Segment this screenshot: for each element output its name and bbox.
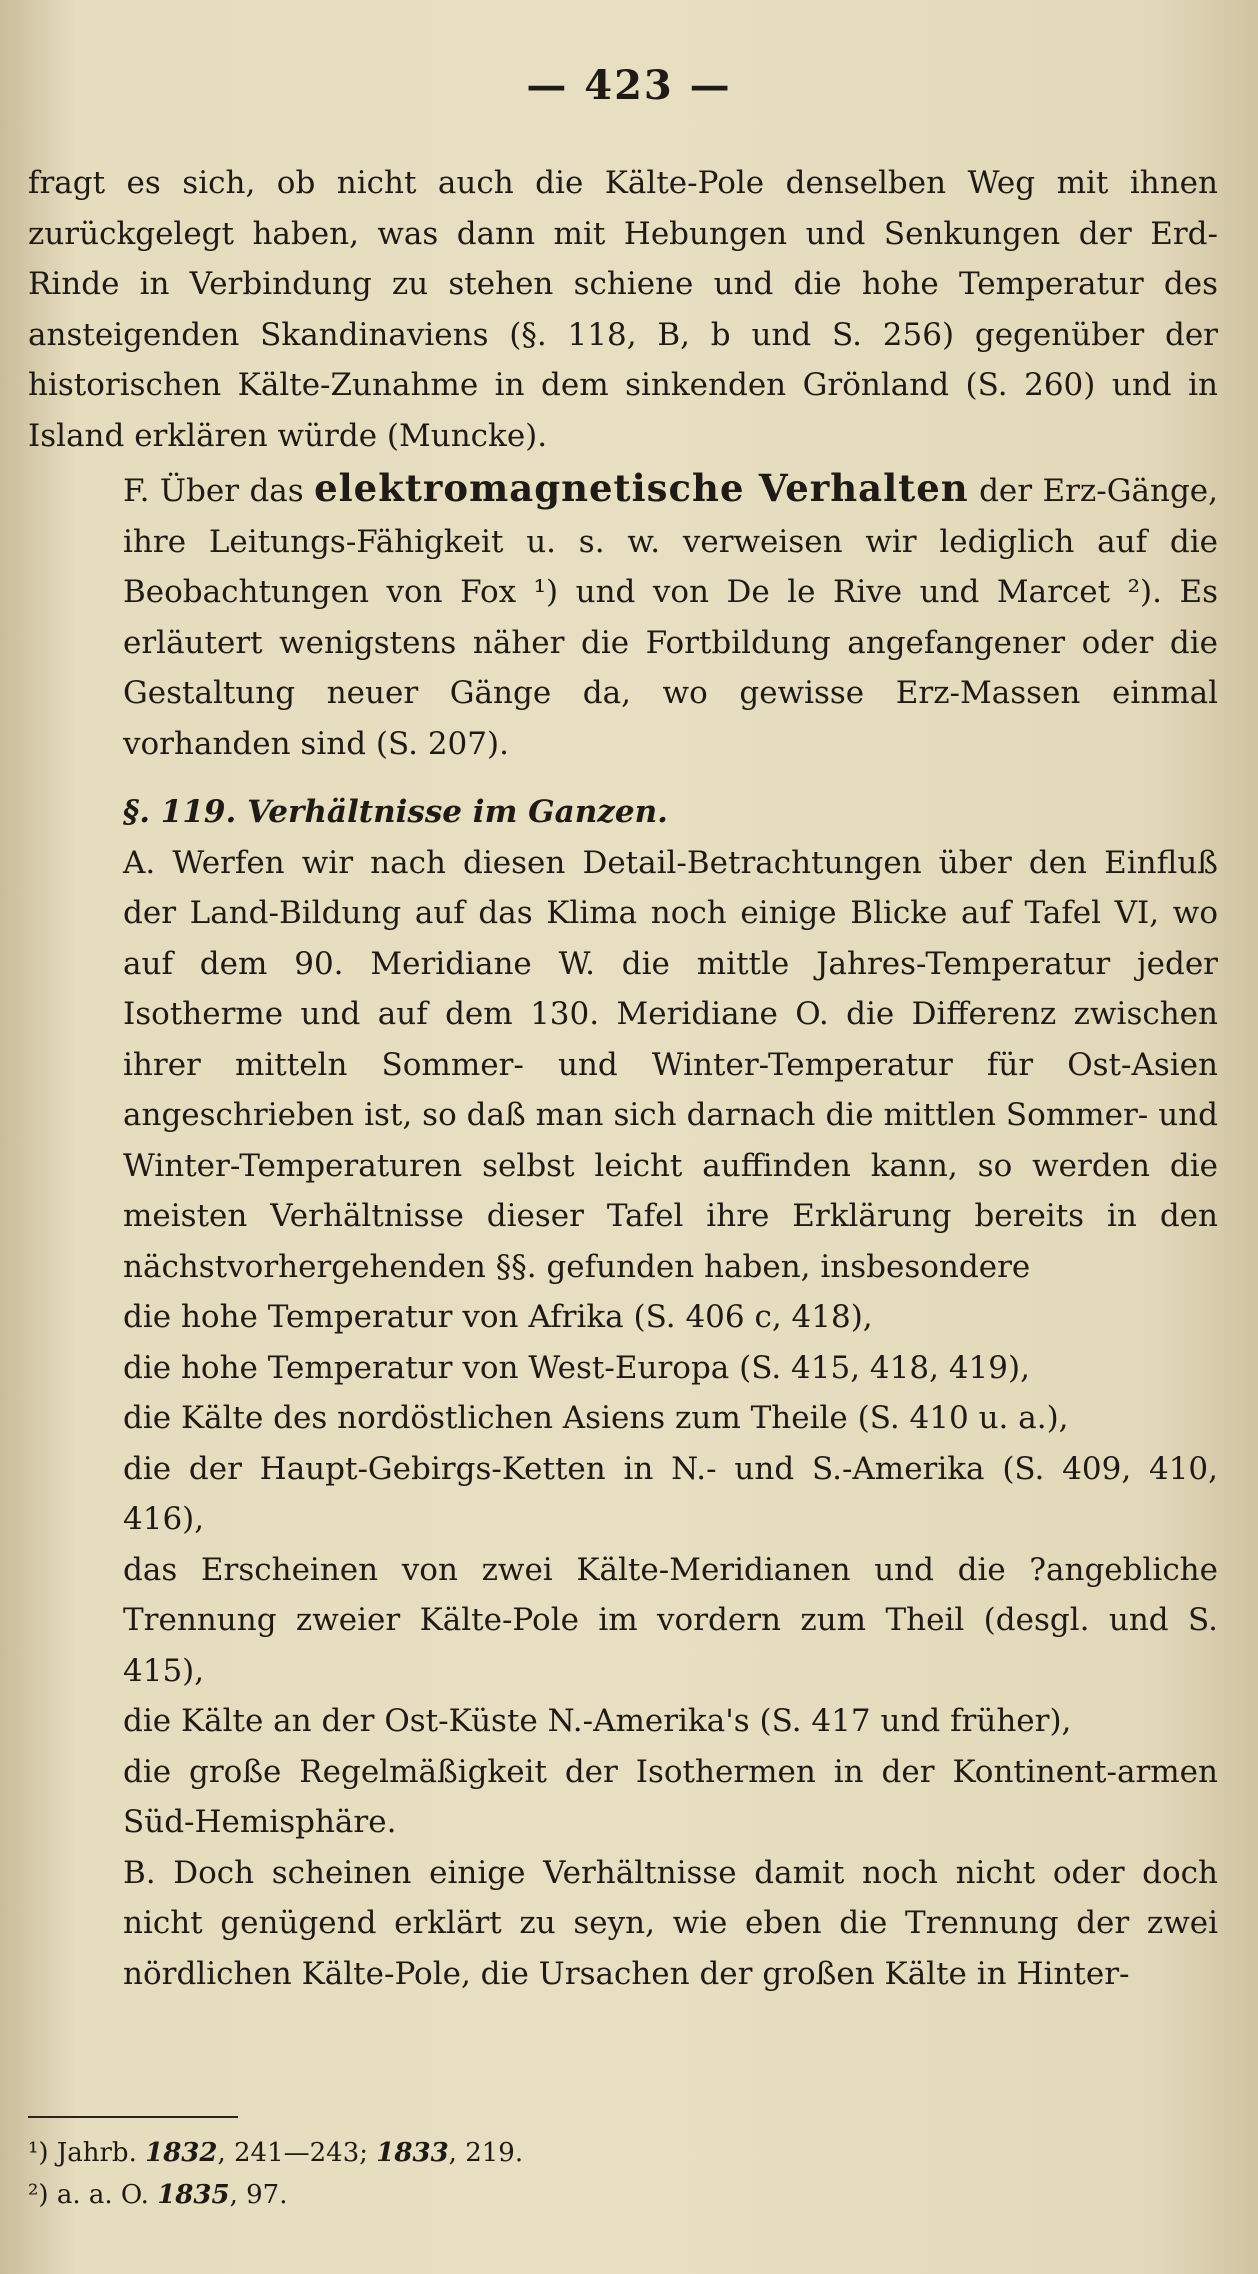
paragraph-f bbox=[28, 463, 1218, 769]
footnote-1-year: 1832 bbox=[145, 2138, 218, 2168]
list-item: die Kälte des nordöstlichen Asiens zum Theile (S. 410 u. a.), bbox=[123, 1400, 1069, 1436]
list-item: die hohe Temperatur von West-Europa (S. 415, 418, 419), bbox=[123, 1349, 1030, 1386]
list-item: die der Haupt-Gebirgs-Ketten in N.- und S.-Amerika (S. 409, 410, 416), bbox=[123, 1450, 1218, 1537]
footnote-1-text: ¹) Jahrb. bbox=[28, 2138, 146, 2168]
list-item: die hohe Temperatur von Afrika (S. 406 c, 418), bbox=[123, 1299, 873, 1335]
page-number: — 423 — bbox=[526, 62, 732, 109]
footnote-1-pages: , 241—243; bbox=[217, 2138, 377, 2168]
paragraph-f-rest: der Erz-Gänge, ihre Leitungs-Fähigkeit u. s. w. verweisen wir lediglich auf die Beobachtungen von Fox ¹) und von De le Rive und Marcet ²). Es erläutert wenigstens näher die Fortbildung angefangener oder die Gestaltung neuer Gänge da, wo gewisse Erz-Massen einmal vorhanden sind (S. 207). bbox=[123, 473, 1218, 762]
footnote-1-pages2: , 219. bbox=[448, 2138, 524, 2168]
paragraph-f-start: F. Über das bbox=[123, 473, 315, 509]
footnote-rule bbox=[28, 2116, 238, 2118]
paragraph-b: B. Doch scheinen einige Verhältnisse damit noch nicht oder doch nicht genügend erklärt zu seyn, wie eben die Trennung der zwei nördlichen Kälte-Pole, die Ursachen der großen Kälte in Hinter- bbox=[123, 1854, 1218, 1992]
list-item: die Kälte an der Ost-Küste N.-Amerika's (S. 417 und früher), bbox=[123, 1703, 1072, 1739]
footnotes bbox=[28, 2132, 928, 2216]
footnote-2-pages: , 97. bbox=[229, 2180, 288, 2210]
footnote-2-year: 1835 bbox=[157, 2180, 230, 2210]
paragraph-a: A. Werfen wir nach diesen Detail-Betrachtungen über den Einfluß der Land-Bildung auf das Klima noch einige Blicke auf Tafel VI, wo auf dem 90. Meridiane W. die mittle Jahres-Temperatur jeder Isotherme und auf dem 130. Meridiane O. die Differenz zwischen ihrer mitteln Sommer- und Winter-Temperatur für Ost-Asien angeschrieben ist, so daß man sich darnach die mittlen Sommer- und Winter-Temperaturen selbst leicht auffinden kann, so werden die meisten Verhältnisse dieser Tafel ihre Erklärung bereits in den nächstvorhergehenden §§. gefunden haben, insbesondere bbox=[123, 844, 1218, 1285]
section-heading: §. 119. Verhältnisse im Ganzen. bbox=[123, 794, 668, 830]
list-item: das Erscheinen von zwei Kälte-Meridianen und die ?angebliche Trennung zweier Kälte-Pole im vordern zum Theil (desgl. und S. 415), bbox=[123, 1551, 1218, 1689]
footnote-1 bbox=[28, 2132, 928, 2174]
footnote-2-text: ²) a. a. O. bbox=[28, 2180, 158, 2210]
footnote-1-year2: 1833 bbox=[376, 2138, 449, 2168]
paragraph-continuation: fragt es sich, ob nicht auch die Kälte-Pole denselben Weg mit ihnen zurückgelegt haben, was dann mit Hebungen und Senkungen der Erd-Rinde in Verbindung zu stehen schiene und die hohe Temperatur des ansteigenden Skandinaviens (§. 118, B, b und S. 256) gegenüber der historischen Kälte-Zunahme in dem sinkenden Grönland (S. 260) und in Island erklären würde (Muncke). bbox=[28, 165, 1218, 454]
list-item: die große Regelmäßigkeit der Isothermen in der Kontinent-armen Süd-Hemisphäre. bbox=[123, 1753, 1218, 1840]
footnote-2 bbox=[28, 2174, 928, 2216]
paragraph-f-emphasis: elektromagnetische Verhalten bbox=[314, 466, 969, 510]
main-text bbox=[28, 158, 1218, 1999]
